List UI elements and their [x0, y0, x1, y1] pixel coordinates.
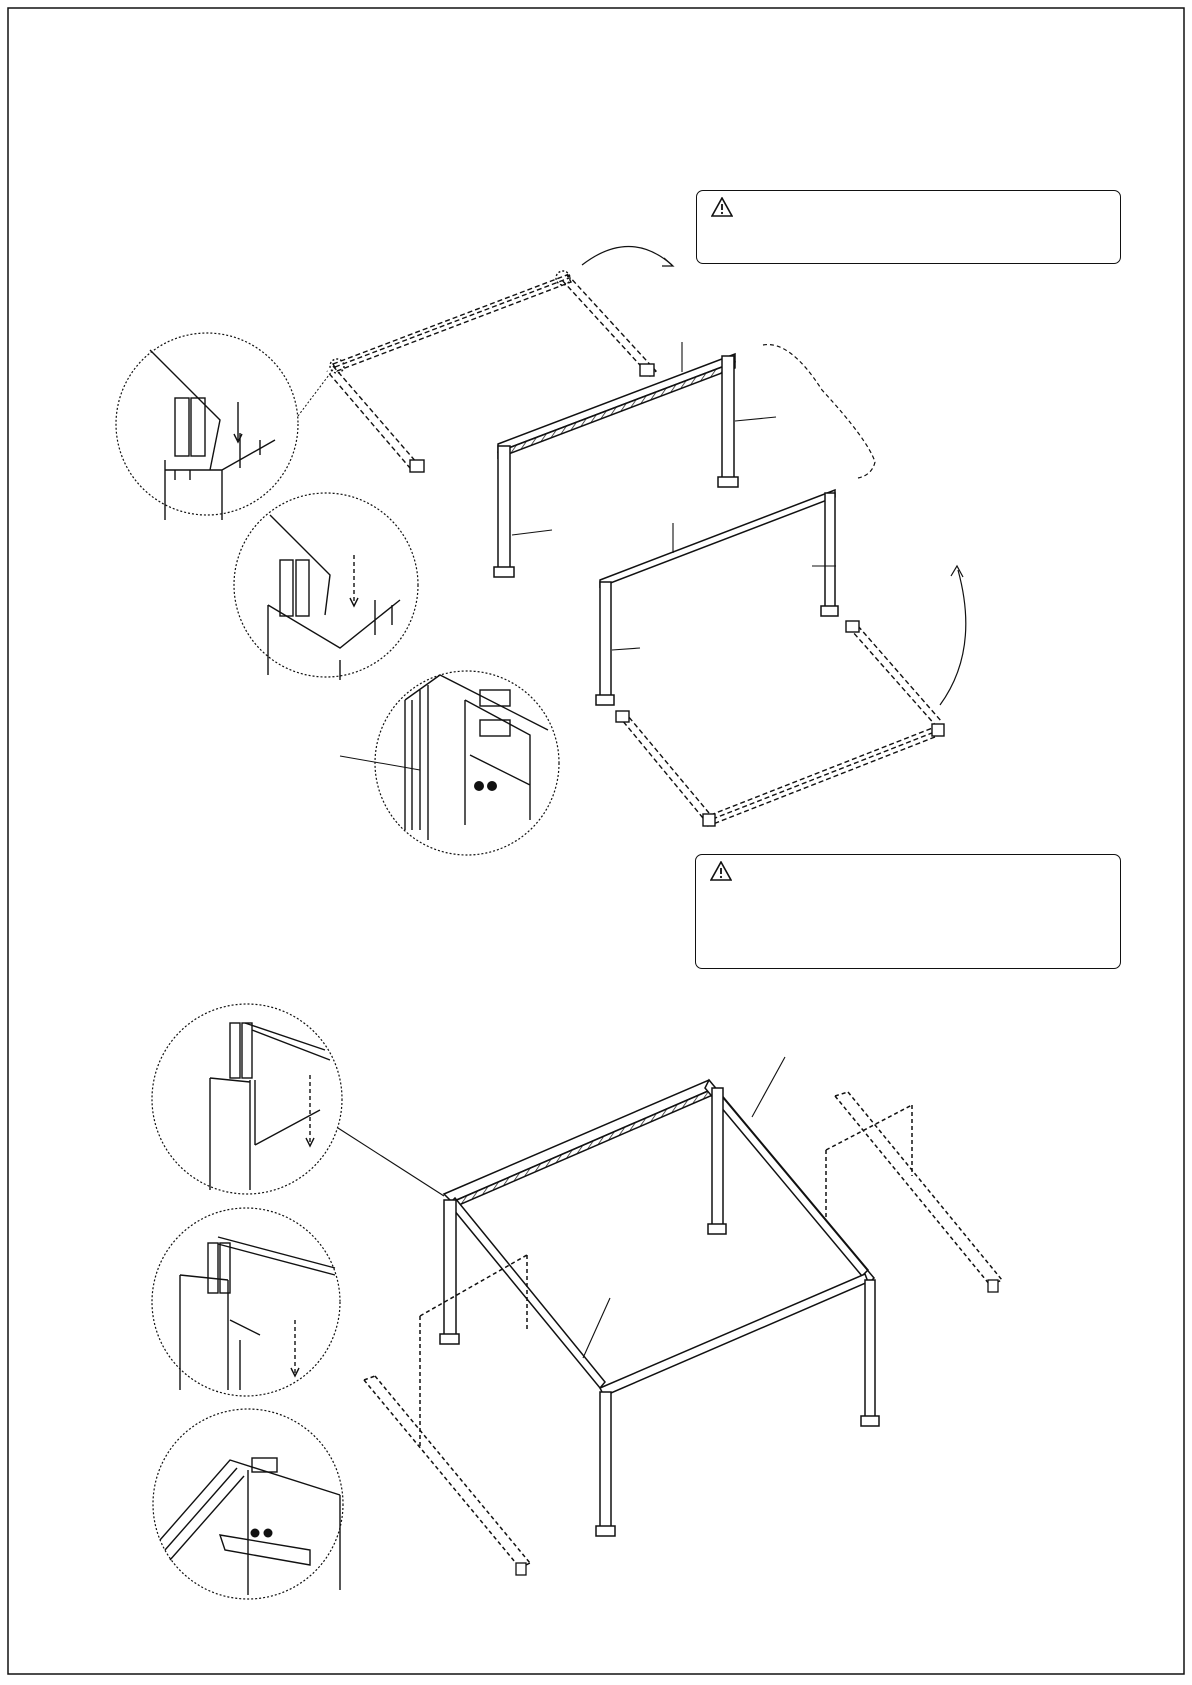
beam-end-caps-lower: [616, 621, 944, 826]
detail-circle-5: [152, 1208, 340, 1396]
pergola-structure: [440, 1080, 879, 1536]
swing-path-upper-right: [763, 345, 875, 478]
warning-notice-2: [695, 854, 1121, 969]
rotate-arrow-upper: [582, 247, 672, 266]
detail-circle-3: [340, 671, 559, 855]
detail-circle-6: [153, 1409, 343, 1599]
side-panel-right-cap: [988, 1280, 998, 1292]
top-beam-dashed-upper: [327, 274, 656, 468]
warning-triangle-icon: [711, 197, 733, 217]
lower-frame: [596, 490, 838, 705]
top-beam-dashed-lower: [622, 626, 942, 826]
rotate-arrow-lower: [940, 570, 966, 705]
warning-notice-1: [696, 190, 1121, 264]
warning-triangle-icon: [710, 861, 732, 881]
rotate-arrow-lower-head: [951, 566, 963, 577]
detail-circle-2: [234, 493, 418, 680]
detail-circle-1: [116, 333, 335, 520]
side-panel-left-cap: [516, 1563, 526, 1575]
beam-end-caps-upper: [330, 271, 654, 472]
detail-circle-4: [152, 1004, 342, 1194]
lower-frame-leaders: [612, 523, 836, 650]
